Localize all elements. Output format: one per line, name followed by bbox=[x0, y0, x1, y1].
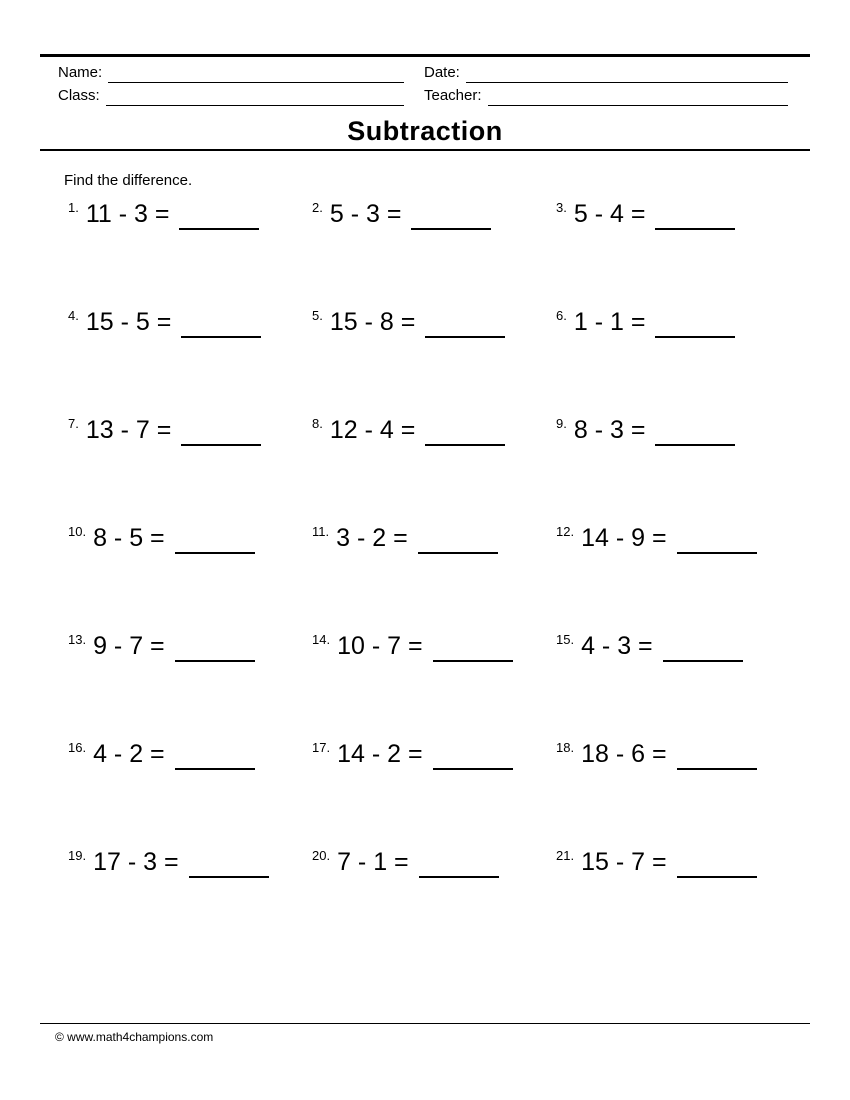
problem-item bbox=[528, 190, 772, 298]
problem-expression: 14 - 9 = bbox=[581, 524, 667, 552]
problem-item bbox=[284, 514, 528, 622]
problem-expression: 15 - 8 = bbox=[329, 308, 416, 336]
problem-item bbox=[528, 730, 772, 838]
problem-number: 21. bbox=[556, 848, 575, 863]
problem-expression: 5 - 4 = bbox=[573, 200, 646, 228]
answer-blank bbox=[175, 660, 255, 662]
date-blank-line bbox=[466, 60, 788, 83]
problem-number: 19. bbox=[68, 848, 87, 863]
problem-number: 1. bbox=[68, 200, 79, 215]
answer-blank bbox=[655, 444, 735, 446]
problem-number: 10. bbox=[68, 524, 87, 539]
answer-blank bbox=[677, 552, 757, 554]
problem-number: 14. bbox=[312, 632, 331, 647]
problem-expression: 4 - 3 = bbox=[581, 632, 653, 660]
copyright-text: © www.math4champions.com bbox=[55, 1030, 214, 1044]
answer-blank bbox=[179, 228, 259, 230]
answer-blank bbox=[181, 336, 261, 338]
problem-number: 2. bbox=[312, 200, 323, 215]
problem-item bbox=[40, 514, 284, 622]
instruction-text: Find the difference. bbox=[64, 172, 193, 189]
problem-number: 13. bbox=[68, 632, 87, 647]
problem-item bbox=[40, 622, 284, 730]
problem-item bbox=[284, 190, 528, 298]
answer-blank bbox=[175, 552, 255, 554]
problem-expression: 10 - 7 = bbox=[337, 632, 423, 660]
answer-blank bbox=[425, 336, 505, 338]
problem-expression: 15 - 7 = bbox=[581, 848, 667, 876]
problem-item bbox=[40, 838, 284, 946]
problem-item bbox=[528, 622, 772, 730]
name-blank-line bbox=[108, 60, 404, 83]
class-blank-line bbox=[106, 83, 404, 106]
teacher-field bbox=[424, 83, 788, 106]
problem-item bbox=[284, 406, 528, 514]
problem-number: 17. bbox=[312, 740, 331, 755]
problem-number: 7. bbox=[68, 416, 79, 431]
problem-expression: 8 - 5 = bbox=[93, 524, 165, 552]
answer-blank bbox=[677, 876, 757, 878]
answer-blank bbox=[419, 876, 499, 878]
problem-item bbox=[284, 298, 528, 406]
problem-item bbox=[528, 406, 772, 514]
answer-blank bbox=[677, 768, 757, 770]
problem-item bbox=[528, 514, 772, 622]
top-rule bbox=[40, 54, 810, 57]
answer-blank bbox=[433, 660, 513, 662]
problem-item bbox=[284, 622, 528, 730]
problem-expression: 5 - 3 = bbox=[329, 200, 402, 228]
problem-expression: 17 - 3 = bbox=[93, 848, 179, 876]
problem-expression: 11 - 3 = bbox=[85, 200, 170, 228]
answer-blank bbox=[181, 444, 261, 446]
problem-number: 6. bbox=[556, 308, 567, 323]
class-label: Class: bbox=[58, 87, 100, 104]
problem-item bbox=[528, 298, 772, 406]
problem-number: 9. bbox=[556, 416, 567, 431]
answer-blank bbox=[175, 768, 255, 770]
problem-expression: 18 - 6 = bbox=[581, 740, 667, 768]
problem-expression: 1 - 1 = bbox=[573, 308, 646, 336]
problem-item bbox=[40, 730, 284, 838]
problem-item bbox=[40, 406, 284, 514]
problem-number: 11. bbox=[312, 524, 330, 539]
problem-number: 18. bbox=[556, 740, 575, 755]
header-row-1 bbox=[40, 60, 788, 83]
problem-expression: 9 - 7 = bbox=[93, 632, 165, 660]
problem-expression: 15 - 5 = bbox=[85, 308, 172, 336]
problem-number: 8. bbox=[312, 416, 323, 431]
problem-number: 5. bbox=[312, 308, 323, 323]
answer-blank bbox=[411, 228, 491, 230]
answer-blank bbox=[655, 228, 735, 230]
problem-expression: 14 - 2 = bbox=[337, 740, 423, 768]
problem-expression: 3 - 2 = bbox=[336, 524, 408, 552]
answer-blank bbox=[189, 876, 269, 878]
header-row-2 bbox=[40, 83, 788, 106]
problem-expression: 13 - 7 = bbox=[85, 416, 172, 444]
problem-item bbox=[40, 190, 284, 298]
class-field bbox=[40, 83, 404, 106]
problem-number: 4. bbox=[68, 308, 79, 323]
answer-blank bbox=[663, 660, 743, 662]
page-title: Subtraction bbox=[347, 116, 503, 146]
problems-grid bbox=[40, 190, 772, 946]
answer-blank bbox=[655, 336, 735, 338]
problem-number: 20. bbox=[312, 848, 331, 863]
problem-expression: 4 - 2 = bbox=[93, 740, 165, 768]
title-rule bbox=[40, 149, 810, 151]
header-fields bbox=[40, 60, 788, 106]
date-field bbox=[424, 60, 788, 83]
teacher-label: Teacher: bbox=[424, 87, 482, 104]
problem-item bbox=[284, 730, 528, 838]
name-label: Name: bbox=[58, 64, 103, 81]
problem-item bbox=[40, 298, 284, 406]
answer-blank bbox=[433, 768, 513, 770]
teacher-blank-line bbox=[488, 83, 788, 106]
answer-blank bbox=[418, 552, 498, 554]
answer-blank bbox=[425, 444, 505, 446]
name-field bbox=[40, 60, 404, 83]
problem-number: 16. bbox=[68, 740, 87, 755]
problem-number: 15. bbox=[556, 632, 575, 647]
problem-number: 3. bbox=[556, 200, 567, 215]
problem-expression: 12 - 4 = bbox=[329, 416, 416, 444]
footer-rule bbox=[40, 1023, 810, 1024]
date-label: Date: bbox=[424, 64, 460, 81]
problem-expression: 7 - 1 = bbox=[337, 848, 409, 876]
problem-number: 12. bbox=[556, 524, 575, 539]
problem-item bbox=[284, 838, 528, 946]
problem-expression: 8 - 3 = bbox=[573, 416, 646, 444]
problem-item bbox=[528, 838, 772, 946]
